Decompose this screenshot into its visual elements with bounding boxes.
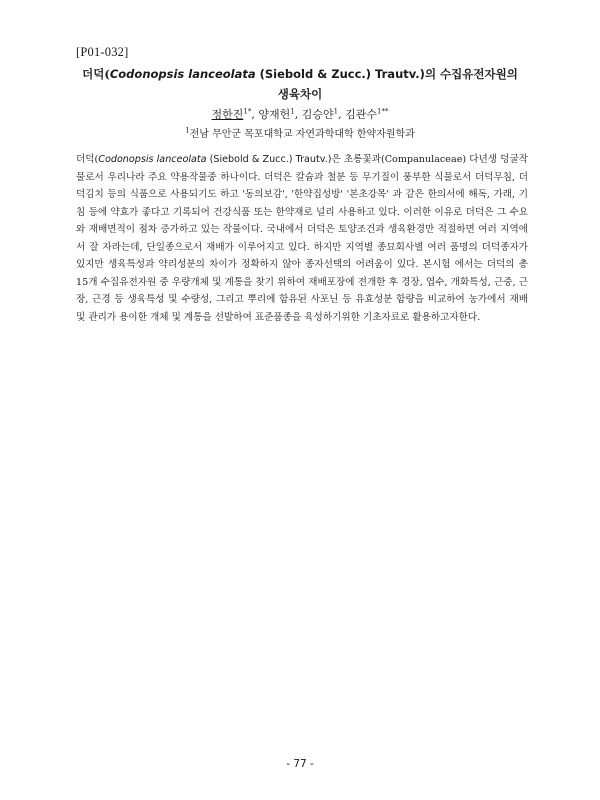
paper-title [60, 64, 540, 104]
title-line-2: 생육차이 [277, 87, 323, 101]
abstract-prefix: 더덕( [76, 154, 99, 165]
author-separator: , [294, 108, 302, 121]
title-suffix: 의 수집유전자원의 [424, 67, 518, 81]
abstract-authority: (Siebold & Zucc.) Trautv.) [206, 154, 332, 165]
abstract-body: 은 초롱꽃과(Companulaceae) 다년생 덩굴작물로서 우리나라 주요 약용작물중 하나이다. 더덕은 칼슘과 철분 등 무기질이 풍부한 식물로서 더덕무침, 더덕김치 등의 식품으로 사용되기도 하고 '동의보감', '한약집성방' '본초강목' 과 같은 한의서에 해독, 가래, 기침 등에 약효가 좋다고 기록되어 건강식품 또는 한약재로 널리 사용하고 있다. 이러한 이유로 더덕은 그 수요와 재배면적이 점차 증가하고 있는 작물이다. 국내에서 더덕은 토양조건과 생육환경만 적절하면 여러 지역에서 잘 자라는데, 단일종으로서 재배가 이루어지고 있다. 하지만 지역별 종묘회사별 여러 품명의 더덕종자가 있지만 생육특성과 약리성분의 차이가 정확하지 않아 종자선택의 어려움이 있다. 본시험 에서는 더덕의 총 15개 수집유전자원 중 우량개체 및 계통을 찾기 위하여 재배포장에 전개한 후 경장, 엽수, 개화특성, 근중, 근장, 근경 등 생육특성 및 수량성, 그리고 뿌리에 함유된 사포닌 등 유효성분 함량을 비교하여 농가에서 재배 및 관리가 용이한 개체 및 계통을 선발하여 표준품종을 육성하기위한 기초자료로 활용하고자한다. [76, 154, 529, 323]
author-affiliation-mark: 1 [290, 107, 295, 116]
author-name: 양재헌 [258, 108, 291, 121]
author-name: 김승얀 [301, 108, 334, 121]
author-separator: , [251, 108, 259, 121]
page-number: - 77 - [286, 758, 314, 770]
abstract-paragraph [76, 151, 528, 326]
author-affiliation-mark: 1* [243, 107, 252, 116]
paper-code: [P01-032] [76, 45, 129, 59]
affiliation [60, 125, 540, 140]
author-name: 김관수 [345, 108, 377, 121]
author-affiliation-mark: 1** [377, 107, 389, 116]
abstract-species: Codonopsis lanceolata [98, 154, 207, 165]
title-prefix: 더덕( [82, 67, 110, 81]
author-name: 정한진 [211, 108, 244, 121]
author-list [60, 106, 540, 122]
title-authority: (Siebold & Zucc.) Trautv.) [255, 67, 425, 81]
title-species: Codonopsis lanceolata [109, 67, 256, 81]
author-separator: , [338, 108, 346, 121]
author-affiliation-mark: 1 [333, 107, 339, 116]
title-line-1 [60, 64, 540, 84]
affiliation-mark: 1 [185, 126, 190, 135]
affiliation-text: 전남 무안군 목포대학교 자연과학대학 한약자원학과 [189, 129, 415, 140]
